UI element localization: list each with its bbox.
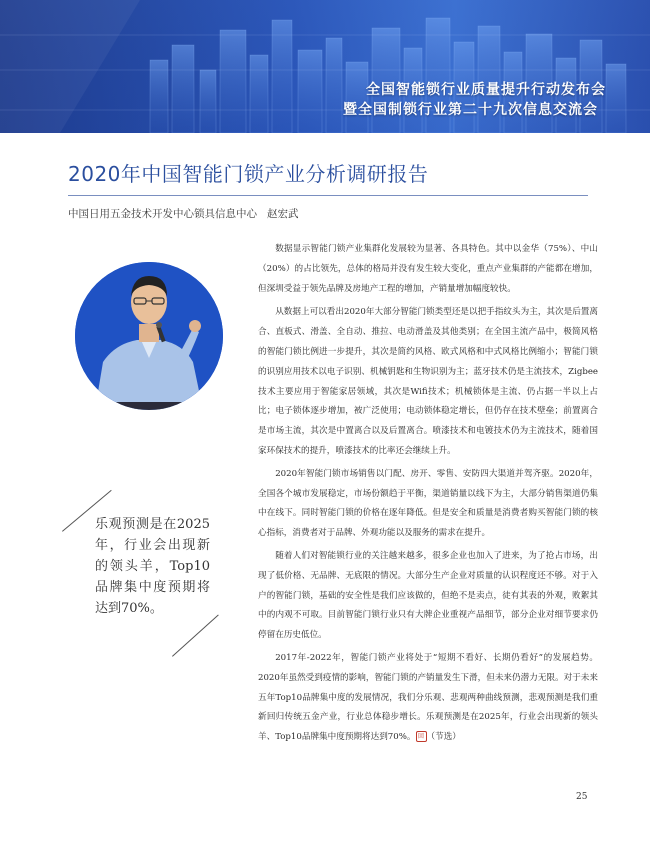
speaker-photo	[75, 262, 223, 410]
body-paragraph-final	[258, 649, 598, 748]
body-paragraph: 从数据上可以看出2020年大部分智能门锁类型还是以把手指纹头为主，其次是后置离合、直板式、滑盖、全自动、推拉、电动滑盖及其他类别；在全国主流产品中，极简风格的智能门锁比例进一步提升，其次是简约风格、欧式风格和中式风格比例缩小；智能门锁的识别应用技术以电子识别、机械钥匙和生物识别为主；蓝牙技术仍是主流技术，Zigbee技术主要应用于智能家居领域，其次是Wifi技术；机械锁体是主流、仍占据一半以上占比；电子锁体逐步增加，被广泛使用；电动锁体稳定增长，但仍存在技术壁垒；前置离合是市场主流，其次是中置离合以及后置离合。喷漆技术和电镀技术仍为主流技术，随着国家环保技术的提升，喷漆技术的比率还会继续上升。	[258, 307, 598, 456]
banner-title-line2: 暨全国制锁行业第二十九次信息交流会	[343, 102, 598, 118]
quote-decorative-line-bottom	[172, 615, 219, 657]
page-number: 25	[576, 792, 588, 802]
author-organization: 中国日用五金技术开发中心锁具信息中心	[68, 208, 257, 220]
body-paragraph: 数据显示智能门锁产业集群化发展较为显著、各具特色。其中以金华（75%）、中山（20%）的占比领先，总体的格局并没有发生较大变化，重点产业集群的产能都在增加，但深圳受益于领先品牌及房地产工程的增加，产销量增加幅度较快。	[258, 244, 598, 294]
article-body	[258, 240, 598, 748]
article-title: 2020年中国智能门锁产业分析调研报告	[68, 162, 429, 186]
banner-title-line1: 全国智能锁行业质量提升行动发布会	[366, 82, 606, 98]
pull-quote: 乐观预测是在2025年，行业会出现新的领头羊，Top10品牌集中度预期将达到70%。	[95, 517, 210, 616]
excerpt-note: （节选）	[426, 732, 461, 743]
end-of-article-icon: 回	[416, 731, 427, 742]
speaker-illustration	[75, 262, 223, 410]
body-paragraph: 随着人们对智能锁行业的关注越来越多，很多企业也加入了进来，为了抢占市场，出现了低价格、无品牌、无底限的情况。大部分生产企业对质量的认识程度还不够。对于入户的智能门锁，基础的安全性是我们应该做的，但绝不是卖点，徒有其表的外观，败絮其中的内观不可取。目前智能门锁行业只有大牌企业重视产品细节，部分企业对细节要求仍停留在历史低位。	[258, 550, 598, 641]
author-line	[68, 206, 299, 221]
body-paragraph: 2017年-2022年，智能门锁产业将处于“短期不看好、长期仍看好”的发展趋势。2020年虽然受到疫情的影响，智能门锁的产销量发生下滑，但未来仍潜力无限。对于未来五年Top10品牌集中度的发展情况，我们分乐观、悲观两种曲线预测，悲观预测是我们重新回归传统五金产业，行业总体稳步增长。乐观预测是在2025年，行业会出现新的领头羊、Top10品牌集中度预期将达到70%。	[258, 652, 598, 743]
title-divider	[68, 195, 588, 196]
body-paragraph: 2020年智能门锁市场销售以门配、房开、零售、安防四大渠道并驾齐驱。2020年，全国各个城市发展稳定，市场份额趋于平衡，渠道销量以线下为主，大部分销售渠道仍集中在线下。同时智能门锁的价格在逐年降低。但是安全和质量是消费者购买智能门锁的核心指标，消费者对于品牌、外观功能以及服务的需求在提升。	[258, 468, 598, 539]
header-banner	[0, 0, 650, 133]
author-name: 赵宏武	[267, 208, 299, 220]
